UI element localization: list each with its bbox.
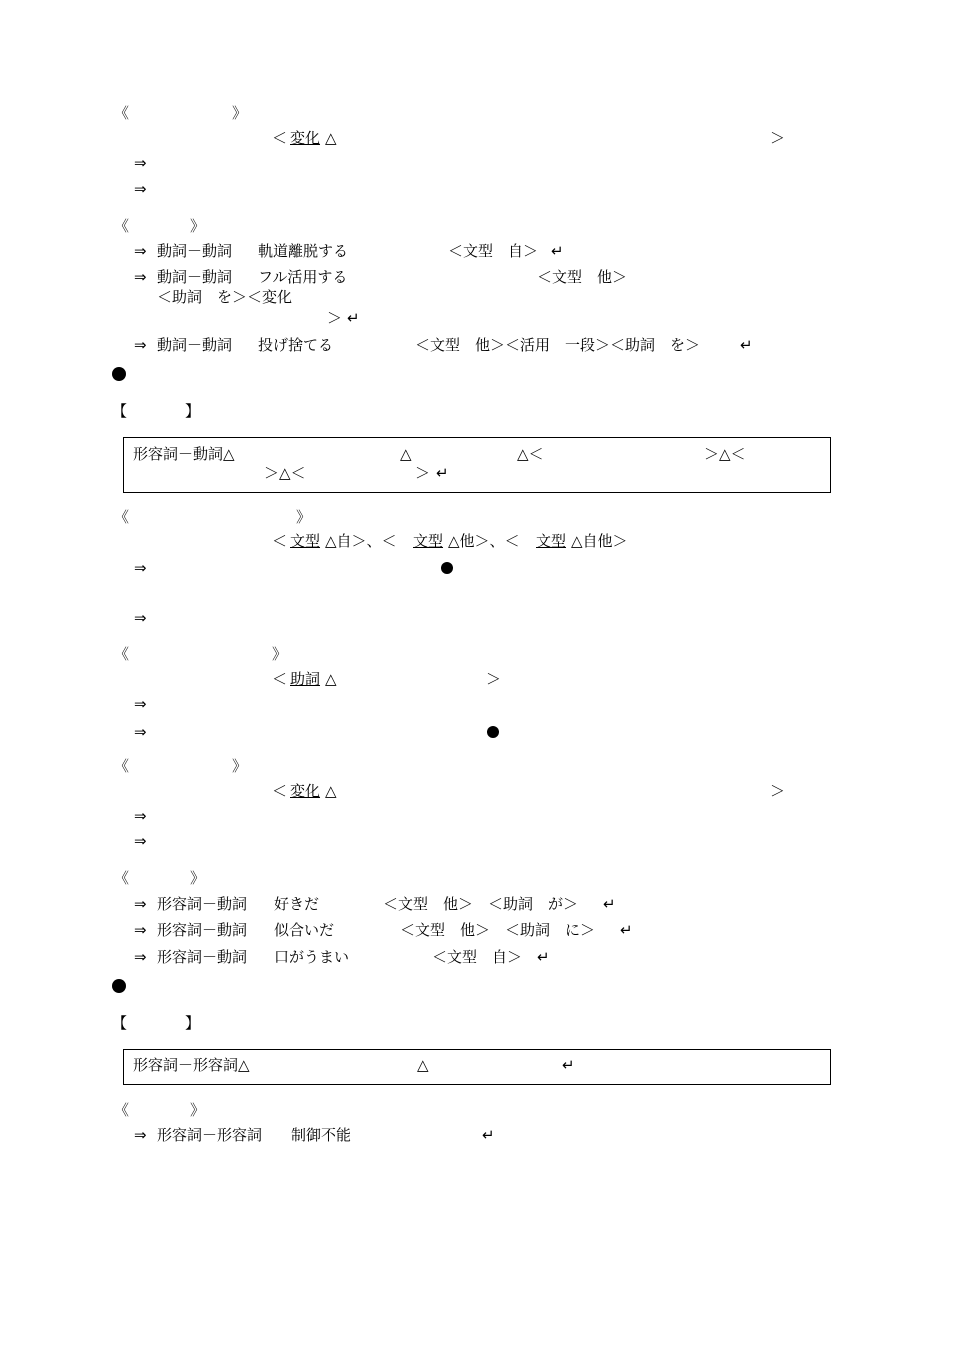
section7-row-pos: 形容詞－形容詞 bbox=[157, 1126, 263, 1144]
section3-header-open: 《 bbox=[114, 508, 130, 526]
section2-row1-tags: ＜文型 自＞ bbox=[448, 242, 539, 260]
section3-tag-end: △自他＞ bbox=[571, 532, 628, 550]
section5-tag-sep: △ bbox=[325, 782, 337, 800]
box1-line1-d: ＞△＜ bbox=[704, 445, 746, 463]
box2-return: ↵ bbox=[562, 1056, 575, 1074]
section6-row3-word: 口がうまい bbox=[274, 948, 350, 966]
box1-line1-c: △＜ bbox=[517, 445, 544, 463]
section2-header-close: 》 bbox=[190, 217, 206, 235]
bullet-dot-2 bbox=[112, 979, 126, 993]
section4-tag-close: ＞ bbox=[486, 670, 502, 688]
section2-cont-close: ＞ bbox=[327, 309, 343, 327]
box1-line2-a: ＞△＜ bbox=[264, 464, 306, 482]
bracket2-close: 】 bbox=[185, 1014, 201, 1032]
section3-tag-word-3: 文型 bbox=[536, 532, 567, 550]
section6-row2-pos: 形容詞－動詞 bbox=[157, 921, 248, 939]
section7-row-word: 制御不能 bbox=[291, 1126, 352, 1144]
section4-header-close: 》 bbox=[272, 645, 288, 663]
box1-line2-b: ＞ bbox=[415, 464, 431, 482]
section6-header-close: 》 bbox=[190, 869, 206, 887]
box1-line1-a: 形容詞－動詞△ bbox=[133, 445, 235, 463]
section4-tag-sep: △ bbox=[325, 670, 337, 688]
section2-row1-return: ↵ bbox=[551, 242, 564, 260]
section2-row2-pos: 動詞－動詞 bbox=[157, 268, 233, 286]
section6-row1-return: ↵ bbox=[603, 895, 616, 913]
section4-arrow-2: ⇒ bbox=[134, 723, 147, 741]
section3-tag-mid-2: △他＞、＜ bbox=[448, 532, 520, 550]
section5-arrow-1: ⇒ bbox=[134, 807, 147, 825]
section5-arrow-2: ⇒ bbox=[134, 832, 147, 850]
section6-row3-return: ↵ bbox=[537, 948, 550, 966]
section3-arrow-1: ⇒ bbox=[134, 559, 147, 577]
section3-tag-mid-1: △自＞、＜ bbox=[325, 532, 397, 550]
section2-row1-arrow: ⇒ bbox=[134, 242, 147, 260]
section6-row2-word: 似合いだ bbox=[274, 921, 335, 939]
section6-row3-arrow: ⇒ bbox=[134, 948, 147, 966]
section1-header-close: 》 bbox=[232, 104, 248, 122]
section4-dot bbox=[487, 726, 499, 738]
section6-row2-return: ↵ bbox=[620, 921, 633, 939]
section2-header-open: 《 bbox=[114, 217, 130, 235]
section3-arrow-2: ⇒ bbox=[134, 609, 147, 627]
section6-row3-tags: ＜文型 自＞ bbox=[432, 948, 523, 966]
section3-dot bbox=[441, 562, 453, 574]
bullet-dot-1 bbox=[112, 367, 126, 381]
section2-row2-tags: ＜文型 他＞ bbox=[537, 268, 628, 286]
bracket1-close: 】 bbox=[185, 402, 201, 420]
section6-row1-arrow: ⇒ bbox=[134, 895, 147, 913]
section2-row2-arrow: ⇒ bbox=[134, 268, 147, 286]
section1-tag-sep: △ bbox=[325, 129, 337, 147]
section7-row-arrow: ⇒ bbox=[134, 1126, 147, 1144]
section6-row1-tags: ＜文型 他＞ ＜助詞 が＞ bbox=[383, 895, 579, 913]
section7-header-open: 《 bbox=[114, 1101, 130, 1119]
section4-tag-open: ＜ bbox=[272, 670, 288, 688]
section3-header-close: 》 bbox=[296, 508, 312, 526]
section1-arrow-2: ⇒ bbox=[134, 180, 147, 198]
box2-a: 形容詞－形容詞△ bbox=[133, 1056, 250, 1074]
section2-row1-pos: 動詞－動詞 bbox=[157, 242, 233, 260]
section3-tag-word-2: 文型 bbox=[413, 532, 444, 550]
bracket1-open: 【 bbox=[112, 402, 128, 420]
bracket2-open: 【 bbox=[112, 1014, 128, 1032]
section1-tag-close: ＞ bbox=[770, 129, 786, 147]
section1-tag-open: ＜ bbox=[272, 129, 288, 147]
section2-cont-return: ↵ bbox=[347, 309, 360, 327]
section2-row3-pos: 動詞－動詞 bbox=[157, 336, 233, 354]
section4-header-open: 《 bbox=[114, 645, 130, 663]
section6-row2-arrow: ⇒ bbox=[134, 921, 147, 939]
section6-row1-word: 好きだ bbox=[274, 895, 320, 913]
section1-header-open: 《 bbox=[114, 104, 130, 122]
section6-row2-tags: ＜文型 他＞ ＜助詞 に＞ bbox=[400, 921, 596, 939]
section3-tag-word-1: 文型 bbox=[290, 532, 321, 550]
section5-header-close: 》 bbox=[232, 757, 248, 775]
section2-row3-word: 投げ捨てる bbox=[258, 336, 334, 354]
section1-arrow-1: ⇒ bbox=[134, 154, 147, 172]
box1-line1-b: △ bbox=[400, 445, 412, 463]
section5-tag-open: ＜ bbox=[272, 782, 288, 800]
section3-tag-open-1: ＜ bbox=[272, 532, 288, 550]
section5-tag-close: ＞ bbox=[770, 782, 786, 800]
section4-tag-word: 助詞 bbox=[290, 670, 321, 688]
box1-line2-return: ↵ bbox=[436, 464, 449, 482]
section2-cont-line1: ＜助詞 を＞＜変化 bbox=[157, 288, 293, 306]
section6-header-open: 《 bbox=[114, 869, 130, 887]
section5-header-open: 《 bbox=[114, 757, 130, 775]
section2-row3-arrow: ⇒ bbox=[134, 336, 147, 354]
section7-header-close: 》 bbox=[190, 1101, 206, 1119]
section4-arrow-1: ⇒ bbox=[134, 695, 147, 713]
section2-row2-word: フル活用する bbox=[258, 268, 348, 286]
section1-tag-word: 変化 bbox=[290, 129, 321, 147]
section2-row3-return: ↵ bbox=[740, 336, 753, 354]
section2-row3-tags: ＜文型 他＞＜活用 一段＞＜助詞 を＞ bbox=[415, 336, 701, 354]
section7-row-return: ↵ bbox=[482, 1126, 495, 1144]
section5-tag-word: 変化 bbox=[290, 782, 321, 800]
section6-row1-pos: 形容詞－動詞 bbox=[157, 895, 248, 913]
box2-b: △ bbox=[417, 1056, 429, 1074]
section2-row1-word: 軌道離脱する bbox=[258, 242, 349, 260]
section6-row3-pos: 形容詞－動詞 bbox=[157, 948, 248, 966]
